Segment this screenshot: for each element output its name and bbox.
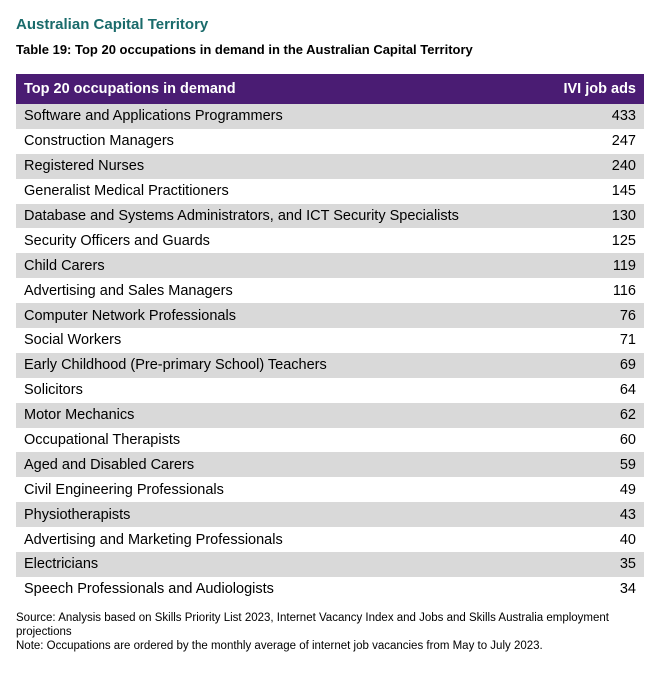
- occupation-cell: Child Carers: [24, 257, 105, 274]
- job-ads-cell: 125: [611, 232, 636, 249]
- occupation-cell: Occupational Therapists: [24, 432, 181, 449]
- occupation-cell: Social Workers: [24, 332, 122, 349]
- job-ads-cell: 49: [619, 481, 636, 498]
- occupation-cell: Motor Mechanics: [24, 407, 135, 424]
- table-row: [16, 378, 644, 403]
- job-ads-cell: 69: [619, 357, 636, 374]
- occupation-cell: Advertising and Sales Managers: [24, 282, 233, 299]
- region-title: Australian Capital Territory: [16, 16, 209, 33]
- job-ads-cell: 130: [611, 208, 636, 224]
- occupation-cell: Software and Applications Programmers: [24, 108, 283, 125]
- table-row: [16, 129, 644, 154]
- occupation-cell: Construction Managers: [24, 133, 174, 150]
- table-row: [16, 428, 644, 453]
- table-row: [16, 303, 644, 328]
- table-row: [16, 204, 644, 229]
- table-row: [16, 278, 644, 303]
- table-row: [16, 452, 644, 477]
- ordering-note: Note: Occupations are ordered by the monthly average of internet job vacancies from May to July 2023.: [16, 640, 543, 652]
- occupation-cell: Database and Systems Administrators, and ICT Security Specialists: [24, 208, 459, 224]
- job-ads-cell: 76: [619, 307, 636, 324]
- job-ads-cell: 43: [619, 506, 636, 523]
- table-row: [16, 328, 644, 353]
- table-body: [16, 104, 644, 602]
- table-row: [16, 104, 644, 129]
- occupation-cell: Solicitors: [24, 382, 83, 399]
- table-header-row: [16, 74, 644, 104]
- occupations-table: [16, 74, 644, 602]
- table-row: [16, 552, 644, 577]
- occupation-cell: Early Childhood (Pre-primary School) Teachers: [24, 357, 327, 374]
- job-ads-cell: 34: [619, 581, 636, 598]
- occupation-cell: Speech Professionals and Audiologists: [24, 581, 274, 598]
- job-ads-cell: 64: [619, 382, 636, 399]
- table-row: [16, 502, 644, 527]
- job-ads-cell: 145: [611, 183, 636, 200]
- table-row: [16, 179, 644, 204]
- occupation-cell: Computer Network Professionals: [24, 307, 236, 324]
- job-ads-cell: 40: [619, 531, 636, 548]
- job-ads-cell: 433: [611, 108, 636, 125]
- table-row: [16, 228, 644, 253]
- occupation-cell: Civil Engineering Professionals: [24, 481, 224, 498]
- job-ads-cell: 247: [611, 133, 636, 150]
- table-row: [16, 403, 644, 428]
- header-occupation: Top 20 occupations in demand: [24, 81, 236, 97]
- occupation-cell: Physiotherapists: [24, 506, 131, 523]
- table-caption: Table 19: Top 20 occupations in demand in the Australian Capital Territory: [16, 42, 473, 57]
- job-ads-cell: 71: [619, 332, 636, 349]
- table-row: [16, 477, 644, 502]
- table-row: [16, 527, 644, 552]
- occupations-table-wrapper: [16, 74, 644, 602]
- table-row: [16, 253, 644, 278]
- header-job-ads: IVI job ads: [563, 81, 636, 97]
- occupation-cell: Electricians: [24, 556, 99, 573]
- table-row: [16, 577, 644, 602]
- source-note: Source: Analysis based on Skills Priority List 2023, Internet Vacancy Index and Jobs and Skills Australia employment projections: [16, 612, 609, 638]
- job-ads-cell: 119: [612, 257, 636, 274]
- job-ads-cell: 116: [612, 282, 636, 299]
- job-ads-cell: 60: [619, 432, 636, 449]
- occupation-cell: Aged and Disabled Carers: [24, 456, 195, 473]
- occupation-cell: Security Officers and Guards: [24, 232, 210, 249]
- occupation-cell: Generalist Medical Practitioners: [24, 183, 229, 200]
- table-row: [16, 353, 644, 378]
- job-ads-cell: 62: [619, 407, 636, 424]
- occupation-cell: Registered Nurses: [24, 158, 145, 175]
- table-row: [16, 154, 644, 179]
- job-ads-cell: 240: [611, 158, 636, 175]
- job-ads-cell: 35: [619, 556, 636, 573]
- job-ads-cell: 59: [619, 456, 636, 473]
- notes: [16, 611, 646, 653]
- occupation-cell: Advertising and Marketing Professionals: [24, 531, 283, 548]
